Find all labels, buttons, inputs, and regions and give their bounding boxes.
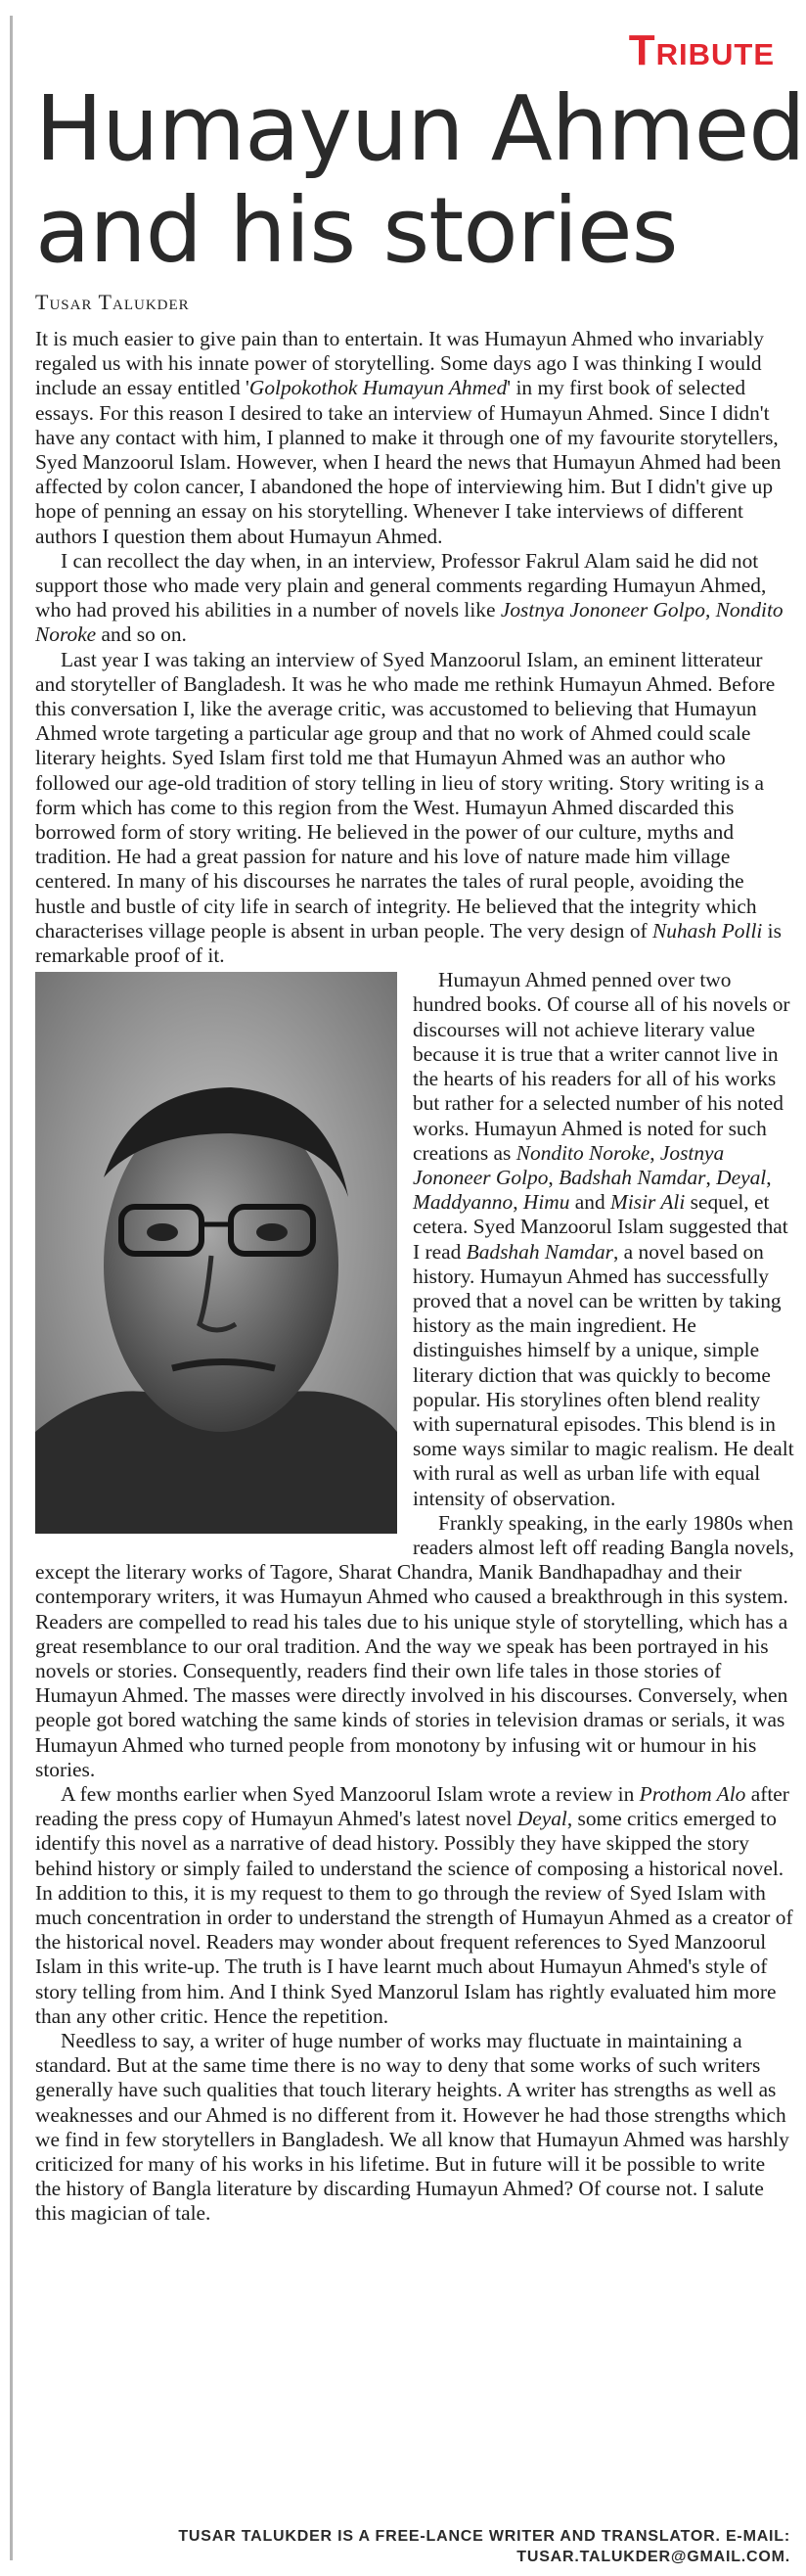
paragraph: Last year I was taking an interview of Syed Manzoorul Islam, an eminent litterateur and storyteller of Bangladesh. It was he who made me rethink Humayun Ahmed. Before this conversation I, like the average critic, was accustomed to believing that Humayun Ahmed wrote targeting a particular age group and that no work of Ahmed could scale literary heights. Syed Islam first told me that Humayun Ahmed was an author who followed our age-old tradition of story telling in lieu of story writing. Story writing is a form which has come to this region from the West. Humayun Ahmed discarded this borrowed form of story writing. He believed in the power of our culture, myths and tradition. He had a great passion for nature and his love of nature made him village centered. In many of his discourses he narrates the tales of rural people, avoiding the hustle and bustle of city life in search of integrity. He believed that the integrity which characterises village people is absent in urban people. The very design of Nuhash Polli is remarkable proof of it. — [35, 647, 782, 968]
portrait-image — [35, 972, 397, 1534]
author-portrait-photo — [35, 972, 397, 1534]
headline: Humayun Ahmed and his stories — [35, 76, 805, 283]
left-column-rule — [10, 16, 13, 2560]
paragraph: I can recollect the day when, in an interview, Professor Fakrul Alam said he did not support those who made very plain and general comments regarding Humayun Ahmed, who had proved his abilities in a number of novels like Jostnya Jononeer Golpo, Nondito Noroke and so on. — [35, 548, 784, 647]
paragraph: Humayun Ahmed penned over two hundred books. Of course all of his novels or discourses will not achieve literary value because it is true that a writer cannot live in the hearts of his readers for all of his works but rather for a selected number of his noted works. Humayun Ahmed is noted for such creations as Nondito Noroke, Jostnya Jononeer Golpo, Badshah Namdar, Deyal, Maddyanno, Himu and Misir Ali sequel, et cetera. Syed Manzoorul Islam suggested that I read Badshah Namdar, a novel based on history. Humayun Ahmed has successfully proved that a novel can be written by taking history as the main ingredient. He distinguishes himself by a unique, simple literary diction that was quickly to become popular. His storylines often blend reality with supernatural episodes. This blend is in some ways similar to magic realism. He dealt with rural as well as urban life with equal intensity of observation. — [35, 968, 794, 1510]
author-bio-footer — [178, 2526, 790, 2567]
paragraph: A few months earlier when Syed Manzoorul Islam wrote a review in Prothom Alo after reading the press copy of Humayun Ahmed's latest novel Deyal, some critics emerged to identify this novel as a narrative of dead history. Possibly they have skipped the story behind history or simply failed to understand the science of composing a historical novel. In addition to this, it is my request to them to go through the review of Syed Islam with much concentration in order to understand the strength of Humayun Ahmed as a creator of the historical novel. Readers may wonder about frequent references to Syed Manzoorul Islam in this write-up. The truth is I have learnt much about Humayun Ahmed's style of story telling from him. And I think Syed Manzorul Islam has rightly evaluated him more than any other critic. Hence the repetition. — [35, 1781, 793, 2028]
author-bio-line: TUSAR TALUKDER IS A FREE-LANCE WRITER AND TRANSLATOR. E-MAIL: — [178, 2528, 790, 2545]
section-label: Tribute — [628, 26, 775, 74]
paragraph: Needless to say, a writer of huge number of works may fluctuate in maintaining a standard. But at the same time there is no way to deny that some works of such writers generally have such qualities that touch literary heights. A writer has strengths as well as weaknesses and our Ahmed is no different from it. However he had those strengths which we find in few storytellers in Bangladesh. We all know that Humayun Ahmed was harshly criticized for many of his works in his lifetime. But in future will it be possible to write the history of Bangla literature by discarding Humayun Ahmed? Of course not. I salute this magician of tale. — [35, 2029, 789, 2226]
paragraph: Frankly speaking, in the early 1980s when readers almost left off reading Bangla novels, except the literary works of Tagore, Sharat Chandra, Manik Bandhapadhay and their contemporary writers, it was Humayun Ahmed who caused a breakthrough in this system. Readers are compelled to read his tales due to his unique style of storytelling, which has a great resemblance to our oral tradition. And the way we speak has been portrayed in his novels or stories. Consequently, readers find their own life tales in those stories of Humayun Ahmed. The masses were directly involved in his discourses. Conversely, when people got bored watching the same kinds of stories in television dramas or serials, it was Humayun Ahmed who turned people from monotony by infusing wit or humour in his stories. — [35, 1510, 794, 1781]
byline: Tusar Talukder — [35, 290, 190, 314]
paragraph: It is much easier to give pain than to entertain. It was Humayun Ahmed who invariably regaled us with his innate power of storytelling. Some days ago I was thinking I would include an essay entitled 'Golpokothok Humayun Ahmed' in my first book of selected essays. For this reason I desired to take an interview of Humayun Ahmed. Since I didn't have any contact with him, I planned to make it through one of my favourite storytellers, Syed Manzoorul Islam. However, when I heard the news that Humayun Ahmed had been affected by colon cancer, I abandoned the hope of interviewing him. But I didn't give up hope of penning an essay on his storytelling. Whenever I take interviews of different authors I question them about Humayun Ahmed. — [35, 327, 782, 548]
author-email: TUSAR.TALUKDER@GMAIL.COM. — [516, 2549, 790, 2565]
article-body — [35, 327, 794, 2227]
